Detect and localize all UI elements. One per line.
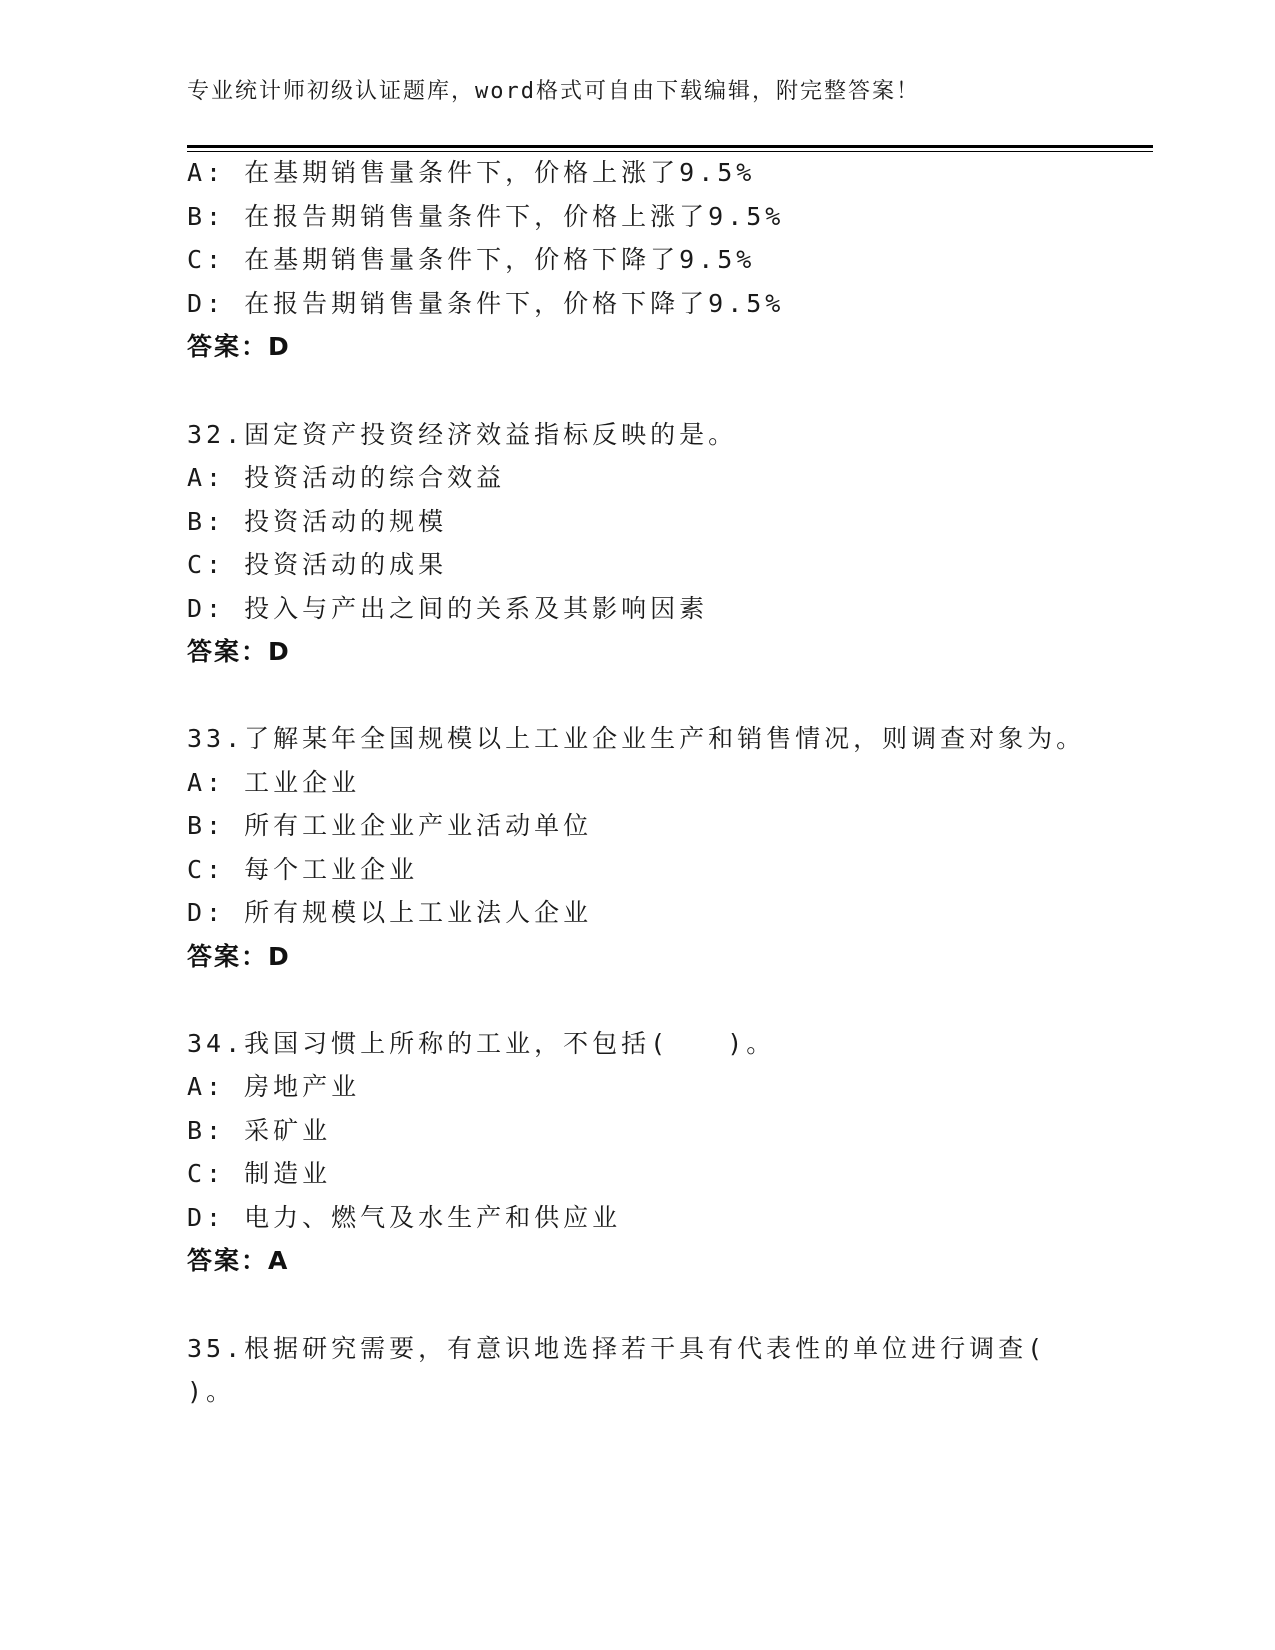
q34-question: 34.我国习惯上所称的工业，不包括( )。 bbox=[187, 1029, 776, 1058]
q33-answer: 答案：D bbox=[187, 942, 291, 971]
q32-answer: 答案：D bbox=[187, 637, 291, 666]
q31-option-c: C: 在基期销售量条件下，价格下降了9.5% bbox=[187, 245, 756, 274]
q34-answer: 答案：A bbox=[187, 1246, 290, 1275]
q33-option-b: B: 所有工业企业产业活动单位 bbox=[187, 811, 593, 840]
q33-option-c: C: 每个工业企业 bbox=[187, 855, 419, 884]
q35-question-line1: 35.根据研究需要，有意识地选择若干具有代表性的单位进行调查( bbox=[187, 1334, 1047, 1363]
q34-option-c: C: 制造业 bbox=[187, 1159, 332, 1188]
q32-question: 32.固定资产投资经济效益指标反映的是。 bbox=[187, 420, 738, 449]
q31-option-b: B: 在报告期销售量条件下，价格上涨了9.5% bbox=[187, 202, 785, 231]
header-rule-thick bbox=[187, 145, 1153, 148]
header-rule-thin bbox=[187, 151, 1153, 152]
q31-answer: 答案：D bbox=[187, 332, 291, 361]
q33-option-d: D: 所有规模以上工业法人企业 bbox=[187, 898, 593, 927]
q32-option-b: B: 投资活动的规模 bbox=[187, 507, 448, 536]
q32-option-d: D: 投入与产出之间的关系及其影响因素 bbox=[187, 594, 709, 623]
q33-option-a: A: 工业企业 bbox=[187, 768, 361, 797]
q34-option-d: D: 电力、燃气及水生产和供应业 bbox=[187, 1203, 622, 1232]
q33-question: 33.了解某年全国规模以上工业企业生产和销售情况，则调查对象为。 bbox=[187, 724, 1086, 753]
q32-option-a: A: 投资活动的综合效益 bbox=[187, 463, 506, 492]
q31-option-d: D: 在报告期销售量条件下，价格下降了9.5% bbox=[187, 289, 785, 318]
q32-option-c: C: 投资活动的成果 bbox=[187, 550, 448, 579]
q34-option-a: A: 房地产业 bbox=[187, 1072, 361, 1101]
page-header: 专业统计师初级认证题库，word格式可自由下载编辑，附完整答案！ bbox=[187, 79, 920, 104]
q35-question-line2: )。 bbox=[187, 1377, 236, 1406]
q34-option-b: B: 采矿业 bbox=[187, 1116, 332, 1145]
q31-option-a: A: 在基期销售量条件下，价格上涨了9.5% bbox=[187, 158, 756, 187]
